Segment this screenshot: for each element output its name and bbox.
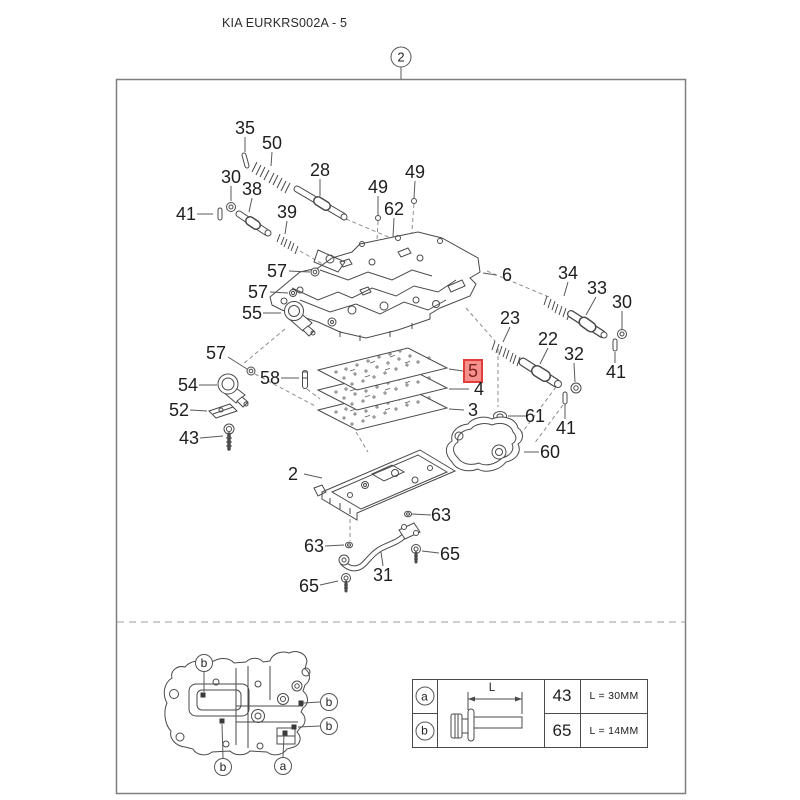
inset-marker-b: b bbox=[320, 693, 338, 711]
part-callout-50[interactable]: 50 bbox=[261, 133, 283, 153]
legend-length-65: L = 14MM bbox=[589, 724, 639, 737]
part-callout-57[interactable]: 57 bbox=[205, 343, 227, 363]
part-callout-30[interactable]: 30 bbox=[611, 292, 633, 312]
part-callout-2[interactable]: 2 bbox=[287, 464, 299, 484]
legend-marker-a: a bbox=[421, 689, 428, 703]
part-callout-60[interactable]: 60 bbox=[539, 442, 561, 462]
part-callout-32[interactable]: 32 bbox=[563, 344, 585, 364]
part-callout-34[interactable]: 34 bbox=[557, 263, 579, 283]
part-callout-61[interactable]: 61 bbox=[524, 406, 546, 426]
part-callout-62[interactable]: 62 bbox=[383, 199, 405, 219]
part-callout-5[interactable]: 5 bbox=[463, 359, 483, 383]
inset-marker-b: b bbox=[320, 717, 338, 735]
oil-filter-drawing bbox=[446, 417, 522, 471]
part-callout-54[interactable]: 54 bbox=[177, 375, 199, 395]
part-callout-65[interactable]: 65 bbox=[298, 576, 320, 596]
part-callout-57[interactable]: 57 bbox=[247, 282, 269, 302]
inset-marker-b: b bbox=[195, 654, 213, 672]
part-callout-55[interactable]: 55 bbox=[241, 303, 263, 323]
figure-ref-number: 2 bbox=[397, 49, 405, 65]
inset-view-drawing bbox=[164, 652, 320, 758]
part-callout-6[interactable]: 6 bbox=[501, 265, 513, 285]
part-callout-3[interactable]: 3 bbox=[467, 400, 479, 420]
page-title: KIA EURKRS002A - 5 bbox=[222, 16, 348, 30]
part-callout-23[interactable]: 23 bbox=[499, 308, 521, 328]
part-callout-4[interactable]: 4 bbox=[473, 379, 485, 399]
part-callout-57[interactable]: 57 bbox=[266, 261, 288, 281]
legend-dimension-label: L bbox=[488, 682, 496, 694]
part-callout-63[interactable]: 63 bbox=[303, 536, 325, 556]
part-callout-22[interactable]: 22 bbox=[537, 329, 559, 349]
part-callout-43[interactable]: 43 bbox=[178, 428, 200, 448]
part-callout-28[interactable]: 28 bbox=[309, 160, 331, 180]
legend-marker-a-badge bbox=[415, 687, 434, 706]
part-callout-41[interactable]: 41 bbox=[605, 362, 627, 382]
legend-marker-b-badge bbox=[415, 721, 434, 740]
separator-plate-stack-drawing bbox=[318, 348, 447, 430]
part-callout-41[interactable]: 41 bbox=[175, 204, 197, 224]
part-callout-52[interactable]: 52 bbox=[168, 400, 190, 420]
part-callout-58[interactable]: 58 bbox=[259, 368, 281, 388]
part-callout-31[interactable]: 31 bbox=[372, 565, 394, 585]
part-callout-33[interactable]: 33 bbox=[586, 278, 608, 298]
part-callout-39[interactable]: 39 bbox=[276, 202, 298, 222]
part-callout-38[interactable]: 38 bbox=[241, 179, 263, 199]
legend-part-no-43: 43 bbox=[552, 686, 572, 705]
inset-marker-b: b bbox=[214, 758, 232, 776]
legend-marker-b: b bbox=[421, 723, 428, 738]
legend-part-no-65: 65 bbox=[552, 720, 572, 740]
legend-length-43: L = 30MM bbox=[589, 690, 639, 702]
legend-bolt-drawing bbox=[451, 692, 522, 741]
part-callout-49[interactable]: 49 bbox=[404, 162, 426, 182]
figure-ref-badge bbox=[391, 47, 412, 68]
part-callout-41[interactable]: 41 bbox=[555, 418, 577, 438]
inset-marker-a: a bbox=[274, 757, 292, 775]
part-callout-49[interactable]: 49 bbox=[367, 177, 389, 197]
part-callout-63[interactable]: 63 bbox=[430, 505, 452, 525]
part-callout-65[interactable]: 65 bbox=[439, 544, 461, 564]
part-callout-35[interactable]: 35 bbox=[234, 118, 256, 138]
part-callout-30[interactable]: 30 bbox=[220, 167, 242, 187]
